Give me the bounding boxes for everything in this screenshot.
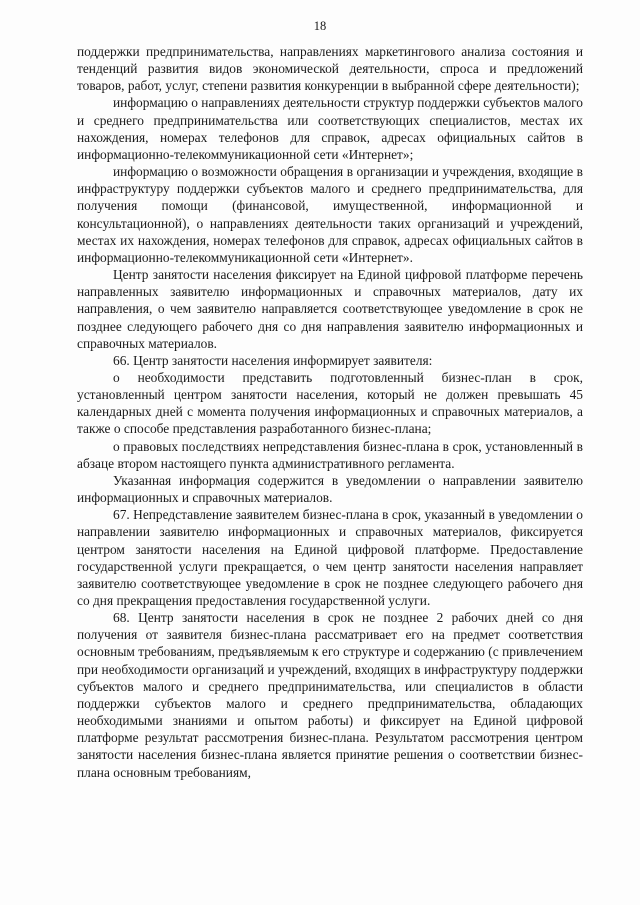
paragraph: Указанная информация содержится в уведомлении о направлении заявителю информационных и справочных материалов. — [77, 472, 583, 506]
paragraph: о правовых последствиях непредставления бизнес-плана в срок, установленный в абзаце втором настоящего пункта административного регламента. — [77, 438, 583, 471]
paragraph-continuation: поддержки предпринимательства, направлениях маркетингового анализа состояния и тенденций развития видов экономической деятельности, спроса и предложений товаров, работ, услуг, степени развития конкуренции в выбранной сфере деятельности); — [77, 44, 583, 94]
page-number: 18 — [313, 19, 327, 33]
paragraph-item-67: 67. Непредставление заявителем бизнес-плана в срок, указанный в уведомлении о направлении заявителю информационных и справочных материалов, фиксируется центром занятости населения на Единой цифровой платформе. Предоставление государственной услуги прекращается, о чем центр занятости населения направляет заявителю соответствующее уведомление в срок не позднее следующего рабочего дня со дня прекращения предоставления государственной услуги. — [77, 507, 583, 608]
paragraph: информацию о направлениях деятельности структур поддержки субъектов малого и среднего предпринимательства или соответствующих специалистов, местах их нахождения, номерах телефонов для справок, адресах официальных сайтов в информационно-телекоммуникационной сети «Интернет»; — [77, 95, 583, 162]
paragraph: информацию о возможности обращения в организации и учреждения, входящие в инфраструктуру поддержки субъектов малого и среднего предпринимательства, для получения помощи (финансовой, имущественной, информационной и консультационной), о направлениях деятельности таких организаций и учреждений, местах их нахождения, номерах телефонов для справок, адресах официальных сайтов в информационно-телекоммуникационной сети «Интернет». — [77, 164, 583, 265]
document-body — [77, 43, 583, 781]
paragraph: Центр занятости населения фиксирует на Единой цифровой платформе перечень направленных заявителю информационных и справочных материалов, дату их направления, о чем заявителю направляется соответствующее уведомление в срок не позднее следующего рабочего дня со дня направления заявителю информационных и справочных материалов. — [77, 267, 583, 351]
paragraph: о необходимости представить подготовленный бизнес-план в срок, установленный центром занятости населения, который не должен превышать 45 календарных дней с момента получения информационных и справочных материалов, а также о способе представления разработанного бизнес-плана; — [77, 369, 583, 437]
paragraph-item-68: 68. Центр занятости населения в срок не позднее 2 рабочих дней со дня получения от заявителя бизнес-плана рассматривает его на предмет соответствия основным требованиям, предъявляемым к его структуре и содержанию (с привлечением при необходимости организаций и учреждений, входящих в инфраструктуру поддержки субъектов малого и среднего предпринимательства, или специалистов в области поддержки субъектов малого и среднего предпринимательства, обладающих необходимыми знаниями и опытом работы) и фиксирует на Единой цифровой платформе результат рассмотрения бизнес-плана. Результатом рассмотрения центром занятости населения бизнес-плана является принятие решения о соответствии бизнес-плана основным требованиям, — [77, 610, 583, 780]
paragraph-item-66: 66. Центр занятости населения информирует заявителя: — [113, 352, 433, 368]
